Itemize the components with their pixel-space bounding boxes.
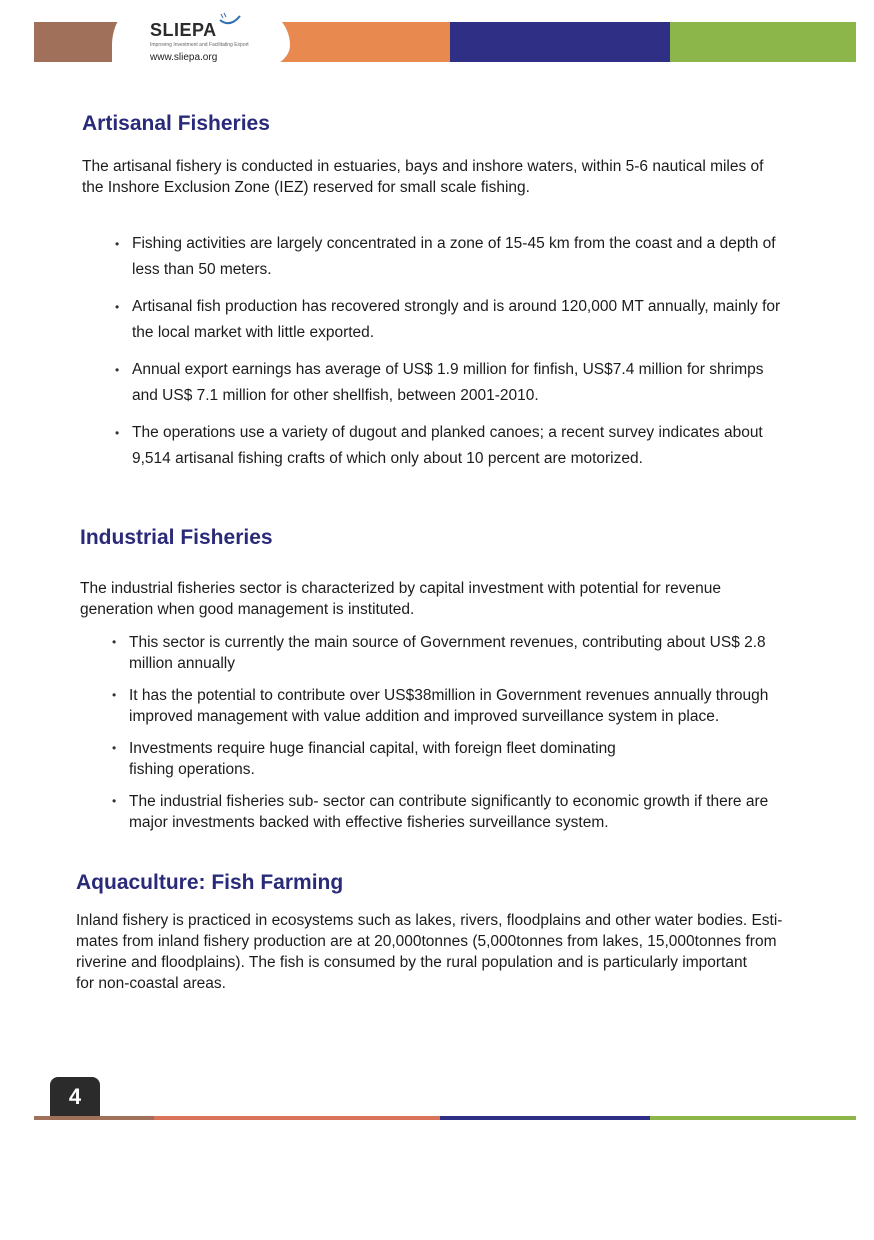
website-url: www.sliepa.org <box>150 52 218 63</box>
text-line: riverine and floodplains). The fish is consumed by the rural population and is particularly important <box>76 954 747 971</box>
header-band-green <box>670 22 856 62</box>
text-line: Inland fishery is practiced in ecosystems such as lakes, rivers, floodplains and other water bodies. Esti- <box>76 912 783 929</box>
bullet-item: • Fishing activities are largely concentrated in a zone of 15-45 km from the coast and a depth of less than 50 meters. <box>115 231 835 283</box>
text-line: for non-coastal areas. <box>76 975 226 992</box>
artisanal-bullet-list <box>115 231 835 483</box>
logo-text: SLIEPA <box>150 20 217 40</box>
page-header <box>0 0 874 80</box>
text-line: the Inshore Exclusion Zone (IEZ) reserved for small scale fishing. <box>82 179 530 196</box>
industrial-intro <box>80 578 721 620</box>
footer-line-green <box>650 1116 856 1120</box>
logo-swoosh-icon <box>218 12 242 28</box>
logo-tagline: Improving Investment and Facilitating Export <box>150 42 249 48</box>
text-line: The industrial fisheries sector is characterized by capital investment with potential for revenue <box>80 580 721 597</box>
bullet-item: • Investments require huge financial capital, with foreign fleet dominating fishing operations. <box>112 738 842 780</box>
text-line: generation when good management is instituted. <box>80 601 415 618</box>
bullet-item: • The operations use a variety of dugout and planked canoes; a recent survey indicates about 9,514 artisanal fishing crafts of which only about 10 percent are motorized. <box>115 420 835 472</box>
bullet-item: • Artisanal fish production has recovered strongly and is around 120,000 MT annually, mainly for the local market with little exported. <box>115 294 835 346</box>
bullet-item: • The industrial fisheries sub- sector can contribute significantly to economic growth if there are major investments backed with effective fisheries surveillance system. <box>112 791 842 833</box>
footer-line-blue <box>440 1116 650 1120</box>
section-title-industrial: Industrial Fisheries <box>80 526 273 549</box>
bullet-item: • Annual export earnings has average of US$ 1.9 million for finfish, US$7.4 million for shrimps and US$ 7.1 million for other shellfish, between 2001-2010. <box>115 357 835 409</box>
text-line: mates from inland fishery production are at 20,000tonnes (5,000tonnes from lakes, 15,000tonnes from <box>76 933 777 950</box>
section-title-artisanal: Artisanal Fisheries <box>82 112 270 135</box>
industrial-bullet-list <box>112 632 842 844</box>
footer-line-brown <box>34 1116 154 1120</box>
bullet-item: • It has the potential to contribute over US$38million in Government revenues annually through improved management with value addition and improved surveillance system in place. <box>112 685 842 727</box>
aquaculture-body <box>76 910 782 994</box>
header-band-blue <box>450 22 670 62</box>
page-number: 4 <box>50 1077 100 1117</box>
text-line: The artisanal fishery is conducted in estuaries, bays and inshore waters, within 5-6 nautical miles of <box>82 158 764 175</box>
artisanal-intro <box>82 156 763 198</box>
section-title-aquaculture: Aquaculture: Fish Farming <box>76 871 344 894</box>
footer-line-orange <box>154 1116 440 1120</box>
bullet-item: • This sector is currently the main source of Government revenues, contributing about US$ 2.8 million annually <box>112 632 842 674</box>
